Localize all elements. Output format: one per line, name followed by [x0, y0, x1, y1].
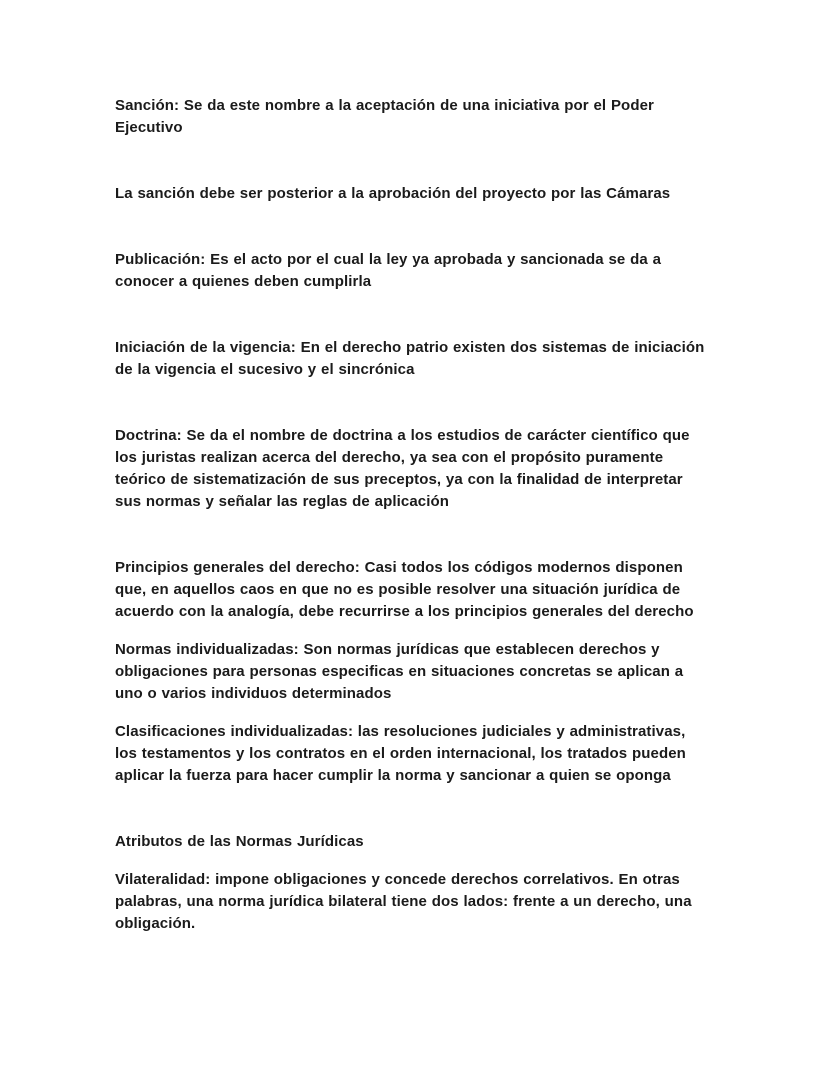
paragraph-sancion: Sanción: Se da este nombre a la aceptación de una iniciativa por el Poder Ejecutivo [115, 97, 654, 136]
paragraph-iniciacion-vigencia: Iniciación de la vigencia: En el derecho patrio existen dos sistemas de iniciación de la vigencia el sucesivo y el sincrónica [115, 339, 705, 378]
heading-atributos-normas-juridicas: Atributos de las Normas Jurídicas [115, 833, 364, 850]
paragraph-publicacion: Publicación: Es el acto por el cual la ley ya aprobada y sancionada se da a conocer a quienes deben cumplirla [115, 251, 662, 290]
paragraph-doctrina: Doctrina: Se da el nombre de doctrina a los estudios de carácter científico que los juristas realizan acerca del derecho, ya sea con el propósito puramente teórico de sistematización de sus preceptos, ya con la finalidad de interpretar sus normas y señalar las reglas de aplicación [115, 427, 690, 510]
paragraph-sancion-posterior: La sanción debe ser posterior a la aprobación del proyecto por las Cámaras [115, 185, 671, 202]
paragraph-clasificaciones: Clasificaciones individualizadas: las resoluciones judiciales y administrativas, los testamentos y los contratos en el orden internacional, los tratados pueden aplicar la fuerza para hacer cumplir la norma y sancionar a quien se oponga [115, 723, 686, 784]
paragraph-normas-individualizadas: Normas individualizadas: Son normas jurídicas que establecen derechos y obligaciones para personas especificas en situaciones concretas se aplican a uno o varios individuos determinados [115, 641, 684, 702]
paragraph-principios-generales: Principios generales del derecho: Casi todos los códigos modernos disponen que, en aquellos caos en que no es posible resolver una situación jurídica de acuerdo con la analogía, debe recurrirse a los principios generales del derecho [115, 559, 694, 620]
paragraph-vilateralidad: Vilateralidad: impone obligaciones y concede derechos correlativos. En otras palabras, una norma jurídica bilateral tiene dos lados: frente a un derecho, una obligación. [115, 871, 692, 932]
